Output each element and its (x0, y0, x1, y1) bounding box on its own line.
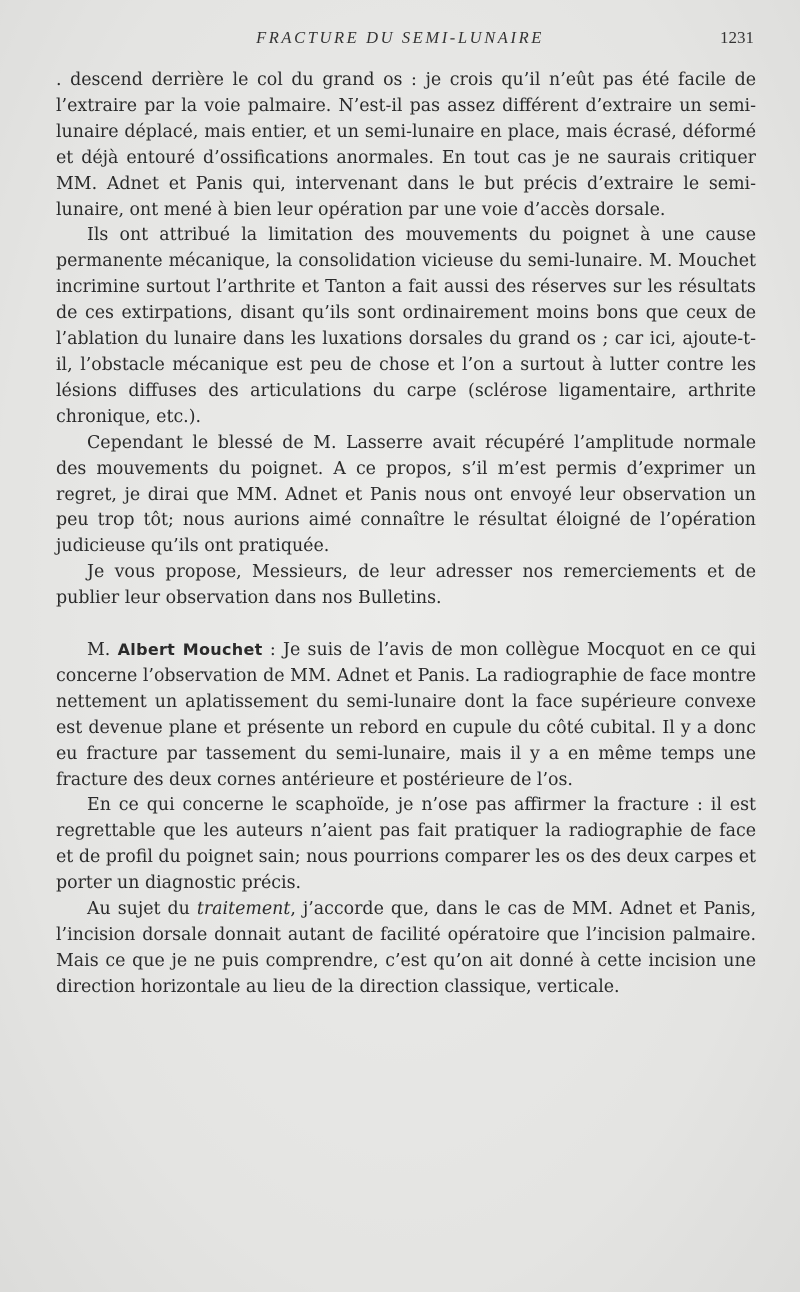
running-header (0, 28, 800, 52)
paragraph-1: . descend derrière le col du grand os : je crois qu’il n’eût pas été facile de l’extraire par la voie palmaire. N’est-il pas assez différent d’extraire un semi-lunaire déplacé, mais entier, et un semi-lunaire en place, mais écrasé, déformé et déjà entouré d’ossifications anormales. En tout cas je ne saurais critiquer MM. Adnet et Panis qui, intervenant dans le but précis d’extraire le semi-lunaire, ont mené à bien leur opération par une voie d’accès dorsale. (56, 70, 756, 220)
paragraph-7-start: Au sujet du (87, 899, 197, 920)
paragraph-3: Cependant le blessé de M. Lasserre avait récupéré l’amplitude normale des mouvements du poignet. A ce propos, s’il m’est permis d’exprimer un regret, je dirai que MM. Adnet et Panis nous ont envoyé leur observation un peu trop tôt; nous aurions aimé connaître le résultat éloigné de l’opération judicieuse qu’ils ont pratiquée. (56, 432, 756, 557)
paragraph-5-text: : Je suis de l’avis de mon collègue Mocquot en ce qui concerne l’observation de MM. Adnet et Panis. La radiographie de face montre nettement un aplatissement du semi-lunaire dont la face supérieure convexe est devenue plane et présente un rebord en cupule du côté cubital. Il y a donc eu fracture par tassement du semi-lunaire, mais il y a en même temps une fracture des deux cornes antérieure et postérieure de l’os. (56, 640, 756, 790)
paragraph-5 (56, 637, 756, 793)
paragraph-2: Ils ont attribué la limitation des mouvements du poignet à une cause permanente mécanique, la consolidation vicieuse du semi-lunaire. M. Mouchet incrimine surtout l’arthrite et Tanton a fait aussi des réserves sur les résultats de ces extirpations, disant qu’ils sont ordinairement moins bons que ceux de l’ablation du lunaire dans les luxations dorsales du grand os ; car ici, ajoute-t-il, l’obstacle mécanique est peu de chose et l’on a surtout à lutter contre les lésions diffuses des articulations du carpe (sclérose ligamentaire, arthrite chronique, etc.). (56, 225, 756, 427)
body-text (56, 68, 756, 1001)
page-number: 1231 (720, 28, 754, 47)
paragraph-7 (56, 897, 756, 1001)
paragraph-6: En ce qui concerne le scaphoïde, je n’ose pas affirmer la fracture : il est regrettable que les auteurs n’aient pas fait pratiquer la radiographie de face et de profil du poignet sain; nous pourrions comparer les os des deux carpes et porter un diagnostic précis. (56, 795, 756, 894)
paragraph-7-end: , j’accorde que, dans le cas de MM. Adnet et Panis, l’incision dorsale donnait autant de facilité opératoire que l’incision palmaire. Mais ce que je ne puis comprendre, c’est qu’on ait donné à cette incision une direction horizontale au lieu de la direction classique, verticale. (56, 899, 756, 997)
running-title: FRACTURE DU SEMI-LUNAIRE (256, 28, 544, 47)
speaker-prefix: M. (87, 640, 118, 661)
emphasis-traitement: traitement (196, 899, 291, 920)
paragraph-4: Je vous propose, Messieurs, de leur adresser nos remerciements et de publier leur observation dans nos Bulletins. (56, 562, 756, 609)
speaker-name: Albert Mouchet (117, 640, 263, 660)
